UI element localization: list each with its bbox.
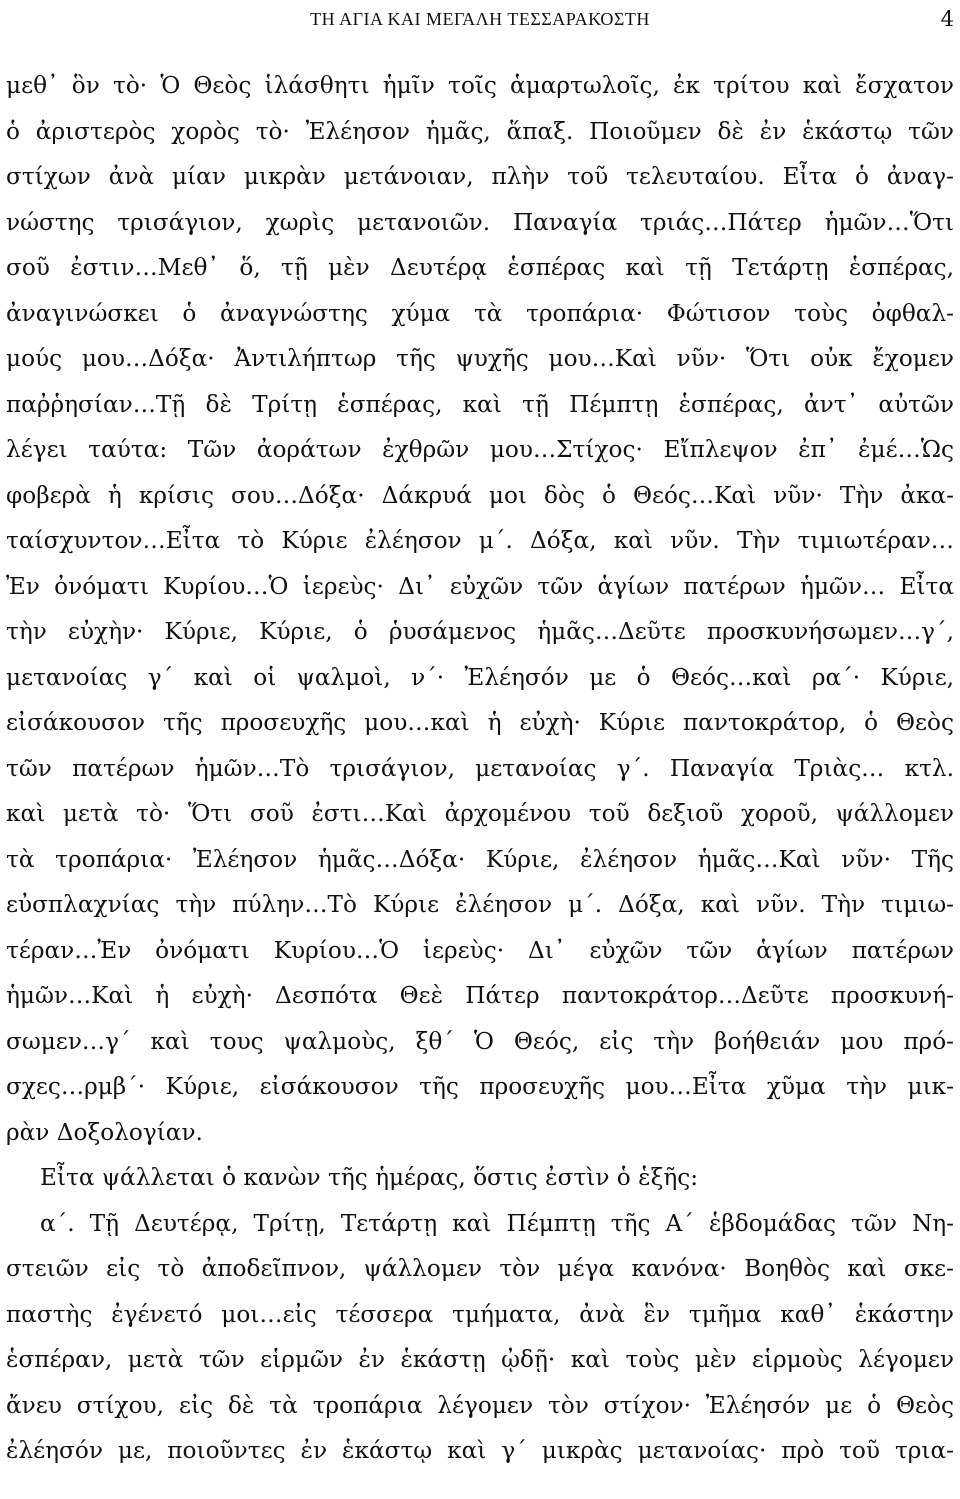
text-line: παστὴς ἐγένετό μοι…εἰς τέσσερα τμήματα, ἀνὰ ἓν τμῆμα καθ᾽ ἑκάστην: [6, 1300, 954, 1328]
text-line: μετανοίας γ΄ καὶ οἱ ψαλμοὶ, ν΄· Ἐλέησόν με ὁ Θεός…καὶ ρα΄· Κύριε,: [6, 663, 954, 691]
text-line: παῤῥησίαν…Τῇ δὲ Τρίτῃ ἑσπέρας, καὶ τῇ Πέμπτῃ ἑσπέρας, ἀντ᾽ αὐτῶν: [6, 390, 954, 418]
text-line: Ἐν ὀνόματι Κυρίου…Ὁ ἱερεὺς· Δι᾽ εὐχῶν τῶν ἁγίων πατέρων ἡμῶν… Εἶτα: [6, 572, 954, 600]
text-line: στειῶν εἰς τὸ ἀποδεῖπνον, ψάλλομεν τὸν μέγα κανόνα· Βοηθὸς καὶ σκε-: [6, 1255, 954, 1282]
text-line: λέγει ταύτα: Τῶν ἀοράτων ἐχθρῶν μου…Στίχος· Εἴπλεψον ἐπ᾽ ἐμέ…Ὡς: [6, 436, 954, 463]
text-line: ἄνευ στίχου, εἰς δὲ τὰ τροπάρια λέγομεν τὸν στίχον· Ἐλέησόν με ὁ Θεὸς: [6, 1391, 954, 1419]
text-line: ρὰν Δοξολογίαν.: [6, 1118, 203, 1146]
text-line: μεθ᾽ ὃν τὸ· Ὁ Θεὸς ἱλάσθητι ἡμῖν τοῖς ἁμαρτωλοῖς, ἐκ τρίτου καὶ ἔσχατον: [6, 72, 954, 99]
text-line: ἡμῶν…Καὶ ἡ εὐχὴ· Δεσπότα Θεὲ Πάτερ παντοκράτορ…Δεῦτε προσκυνή-: [6, 982, 954, 1009]
text-line: τὴν εὐχὴν· Κύριε, Κύριε, ὁ ῥυσάμενος ἡμᾶς…Δεῦτε προσκυνήσωμεν…γ΄,: [6, 618, 954, 645]
text-line: ταίσχυντον…Εἶτα τὸ Κύριε ἐλέησον μ΄. Δόξα, καὶ νῦν. Τὴν τιμιωτέραν…: [6, 527, 954, 554]
text-line: ἑσπέραν, μετὰ τῶν εἱρμῶν ἐν ἑκάστῃ ᾠδῇ· καὶ τοὺς μὲν εἱρμοὺς λέγομεν: [6, 1346, 954, 1373]
text-line: εὐσπλαχνίας τὴν πύλην…Τὸ Κύριε ἐλέησον μ΄. Δόξα, καὶ νῦν. Τὴν τιμιω-: [6, 891, 954, 918]
text-line: ἐλέησόν με, ποιοῦντες ἐν ἑκάστῳ καὶ γ΄ μικρὰς μετανοίας· πρὸ τοῦ τρια-: [6, 1437, 954, 1464]
text-line: σωμεν…γ΄ καὶ τους ψαλμοὺς, ξθ΄ Ὁ Θεός, εἰς τὴν βοήθειάν μου πρό-: [6, 1027, 954, 1055]
text-line: τὰ τροπάρια· Ἐλέησον ἡμᾶς…Δόξα· Κύριε, ἐλέησον ἡμᾶς…Καὶ νῦν· Τῆς: [6, 845, 954, 873]
text-line: σχες…ρμβ΄· Κύριε, εἰσάκουσον τῆς προσευχῆς μου…Εἶτα χῦμα τὴν μικ-: [6, 1073, 954, 1100]
text-line: τῶν πατέρων ἡμῶν…Τὸ τρισάγιον, μετανοίας γ΄. Παναγία Τριὰς… κτλ.: [6, 754, 954, 782]
text-line: τέραν…Ἐν ὀνόματι Κυρίου…Ὁ ἱερεὺς· Δι᾽ εὐχῶν τῶν ἁγίων πατέρων: [6, 936, 954, 964]
text-line: ὁ ἀριστερὸς χορὸς τὸ· Ἐλέησον ἡμᾶς, ἅπαξ. Ποιοῦμεν δὲ ἐν ἑκάστῳ τῶν: [6, 117, 954, 145]
text-line: στίχων ἀνὰ μίαν μικρὰν μετάνοιαν, πλὴν τοῦ τελευταίου. Εἶτα ὁ ἀναγ-: [6, 163, 954, 190]
text-line: ἀναγινώσκει ὁ ἀναγνώστης χύμα τὰ τροπάρια· Φώτισον τοὺς ὀφθαλ-: [6, 299, 954, 327]
text-line: καὶ μετὰ τὸ· Ὅτι σοῦ ἐστι…Καὶ ἀρχομένου τοῦ δεξιοῦ χοροῦ, ψάλλομεν: [6, 800, 954, 827]
text-line: α΄. Τῇ Δευτέρᾳ, Τρίτῃ, Τετάρτῃ καὶ Πέμπτῃ τῆς Α΄ ἑβδομάδας τῶν Νη-: [40, 1209, 954, 1237]
running-header: [0, 6, 960, 32]
text-line: φοβερὰ ἡ κρίσις σου…Δόξα· Δάκρυά μοι δὸς ὁ Θεός…Καὶ νῦν· Τὴν ἀκα-: [6, 481, 954, 509]
running-title: ΤΗ ΑΓΙΑ ΚΑΙ ΜΕΓΑΛΗ ΤΕΣΣΑΡΑΚΟΣΤΗ: [310, 9, 650, 29]
text-line: σοῦ ἐστιν…Μεθ᾽ ὅ, τῇ μὲν Δευτέρᾳ ἑσπέρας καὶ τῇ Τετάρτῃ ἑσπέρας,: [6, 254, 954, 281]
text-line: μούς μου…Δόξα· Ἀντιλήπτωρ τῆς ψυχῆς μου…Καὶ νῦν· Ὅτι οὐκ ἔχομεν: [6, 345, 954, 372]
text-line: νώστης τρισάγιον, χωρὶς μετανοιῶν. Παναγία τριάς…Πάτερ ἡμῶν…Ὅτι: [6, 208, 954, 236]
text-line: εἰσάκουσον τῆς προσευχῆς μου…καὶ ἡ εὐχὴ· Κύριε παντοκράτορ, ὁ Θεὸς: [6, 709, 954, 736]
page-number: 4: [940, 7, 954, 31]
text-line: Εἶτα ψάλλεται ὁ κανὼν τῆς ἡμέρας, ὅστις ἐστὶν ὁ ἑξῆς:: [40, 1164, 699, 1191]
body-text: [6, 63, 954, 1474]
